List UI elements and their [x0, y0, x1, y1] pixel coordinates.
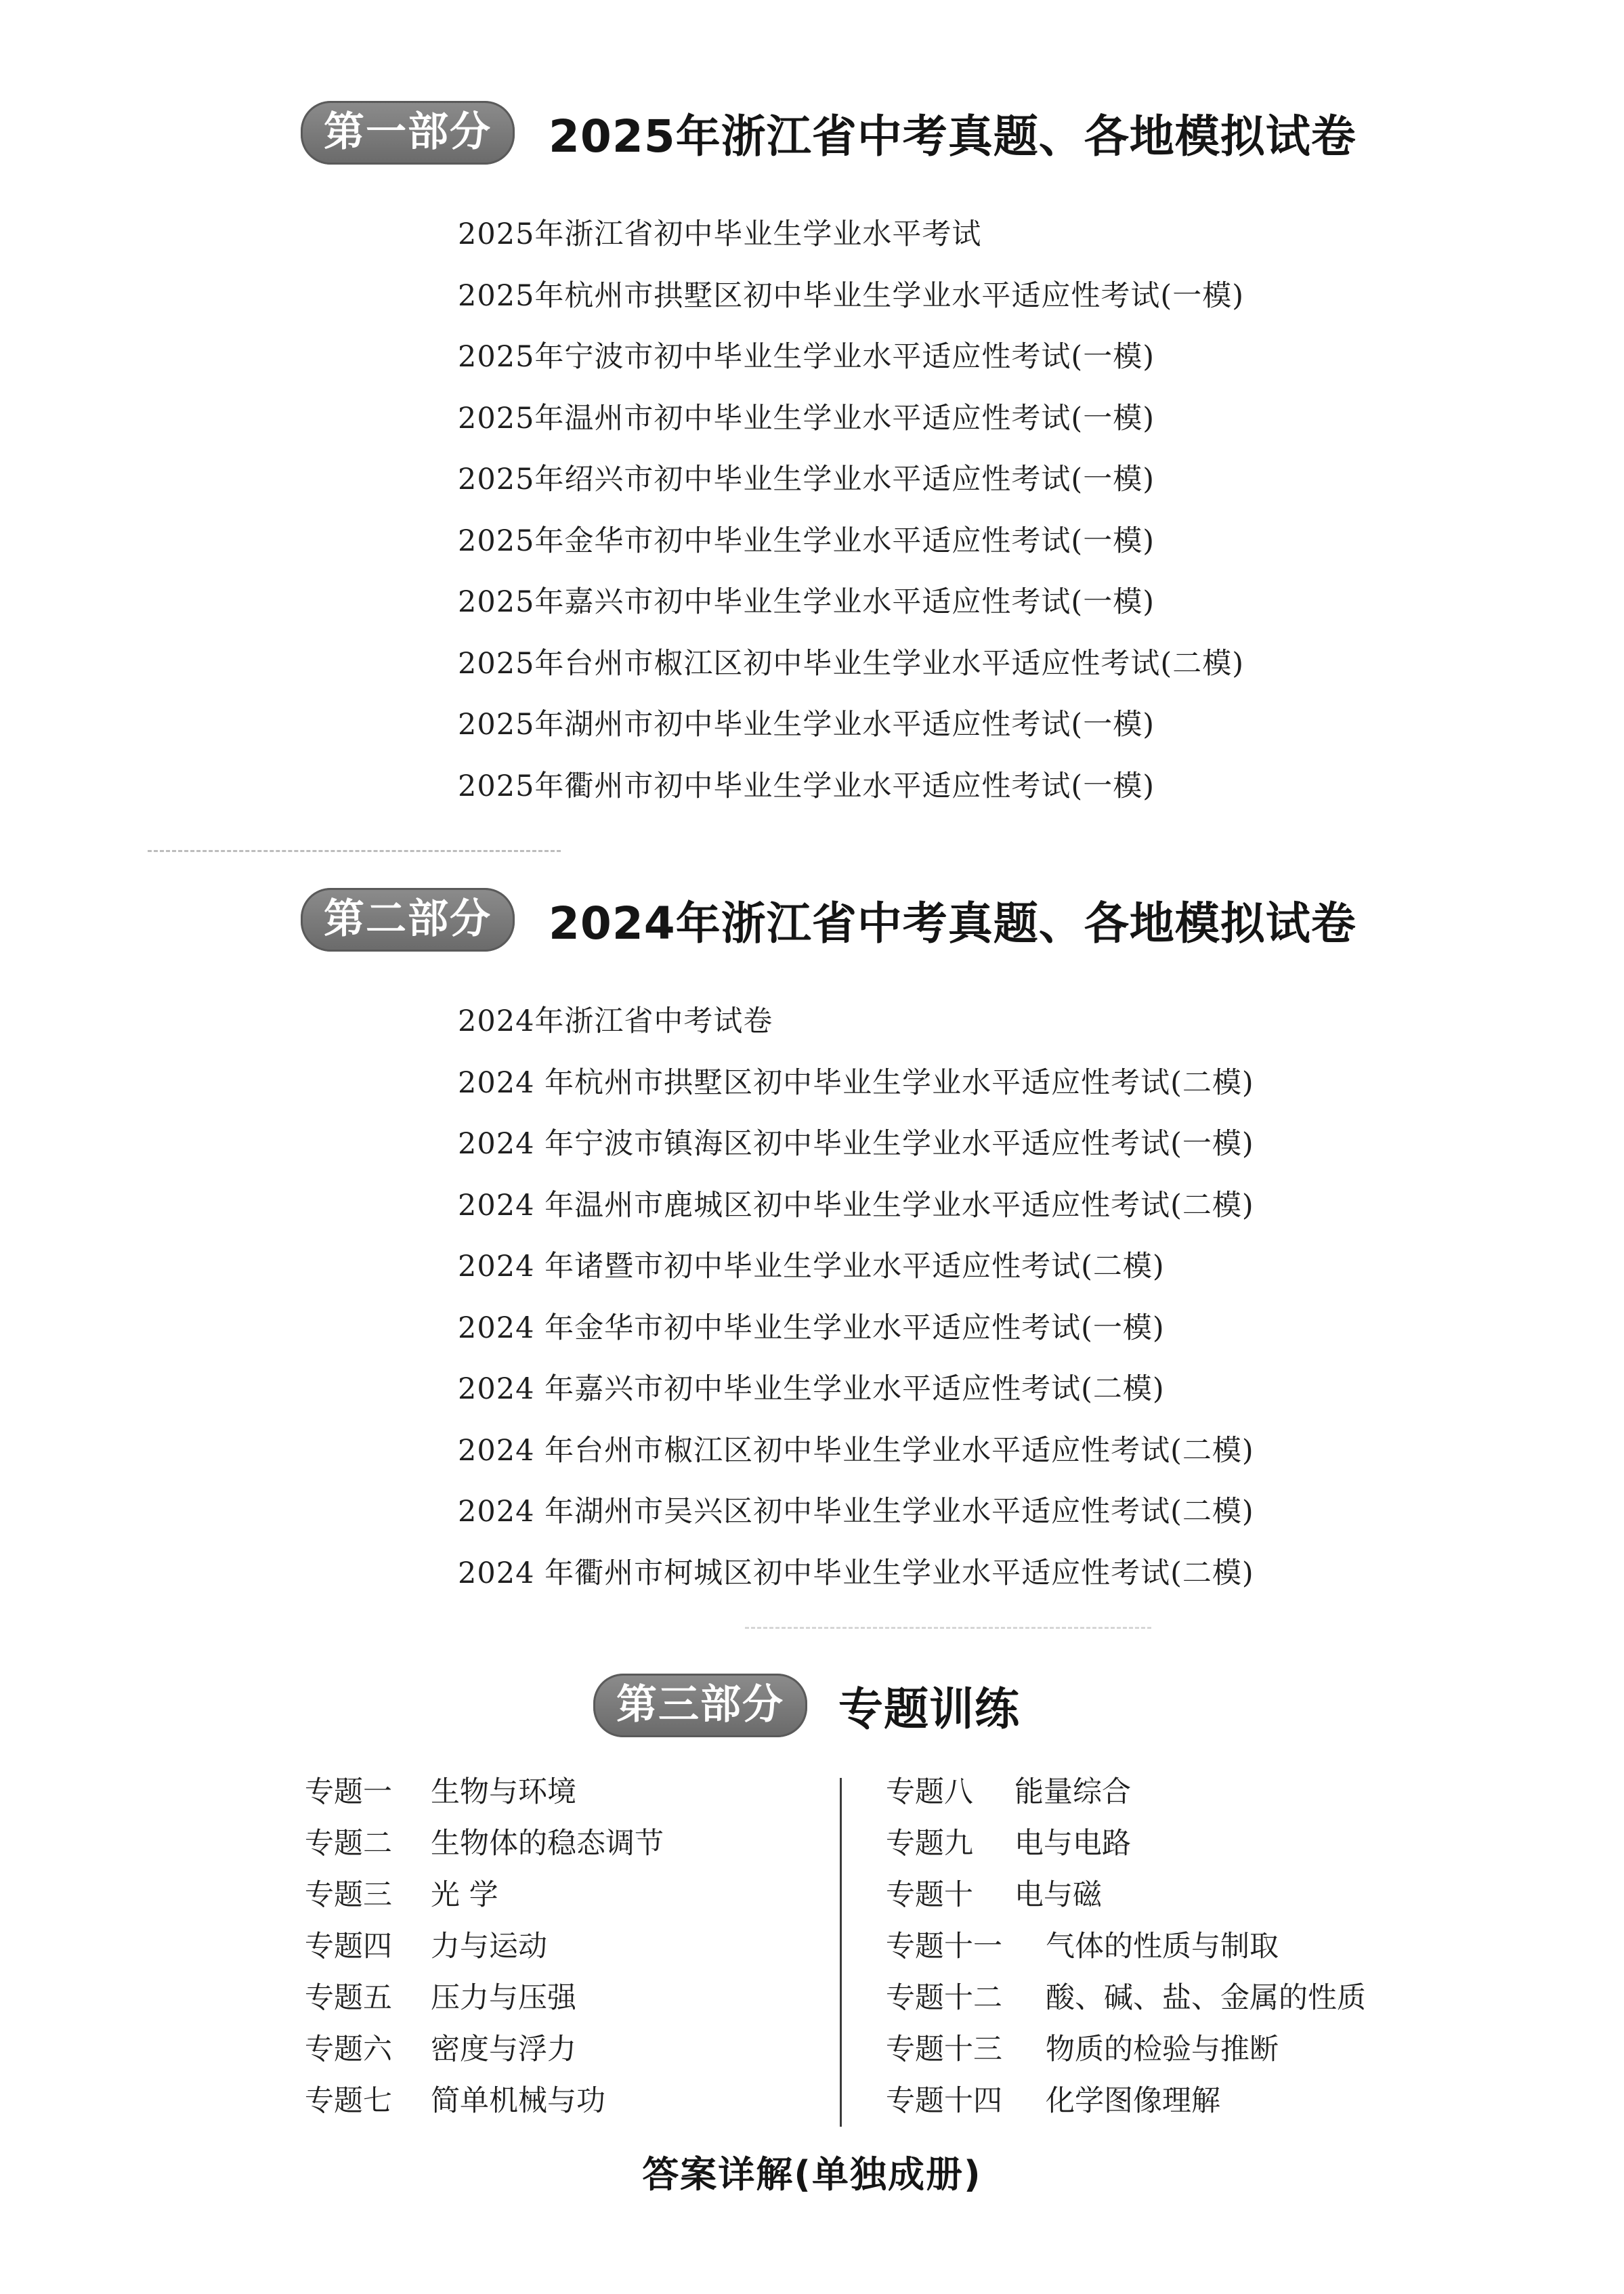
topic-name: 能量综合	[1014, 1775, 1131, 1809]
topic-name: 物质的检验与推断	[1046, 2033, 1279, 2066]
list-item[interactable]: 2024 年嘉兴市初中毕业生学业水平适应性考试(二模)	[458, 1372, 1165, 1406]
list-item[interactable]: 2025年嘉兴市初中毕业生学业水平适应性考试(一模)	[458, 585, 1155, 619]
list-item[interactable]: 2025年绍兴市初中毕业生学业水平适应性考试(一模)	[458, 463, 1155, 496]
topic-item[interactable]	[886, 1818, 1366, 1869]
part3-badge: 第三部分	[593, 1674, 807, 1737]
topic-item[interactable]	[305, 2075, 664, 2127]
list-item[interactable]: 2025年台州市椒江区初中毕业生学业水平适应性考试(二模)	[458, 646, 1244, 681]
topic-name: 生物与环境	[431, 1775, 576, 1809]
list-item[interactable]: 2024 年宁波市镇海区初中毕业生学业水平适应性考试(一模)	[458, 1127, 1254, 1161]
list-item[interactable]: 2024 年衢州市柯城区初中毕业生学业水平适应性考试(二模)	[458, 1556, 1254, 1590]
separator-line	[745, 1627, 1151, 1629]
topic-number: 专题二	[305, 1827, 392, 1861]
topic-number: 专题七	[305, 2084, 392, 2118]
part2-list	[458, 991, 1254, 1604]
topic-item[interactable]	[886, 1972, 1366, 2024]
topic-item[interactable]	[305, 1972, 664, 2024]
list-item[interactable]: 2025年浙江省初中毕业生学业水平考试	[458, 217, 982, 251]
topic-name: 密度与浮力	[431, 2033, 576, 2066]
list-item[interactable]: 2024 年诸暨市初中毕业生学业水平适应性考试(二模)	[458, 1250, 1165, 1283]
list-item[interactable]: 2024 年金华市初中毕业生学业水平适应性考试(一模)	[458, 1311, 1165, 1345]
topic-item[interactable]	[886, 1869, 1366, 1921]
topic-name: 酸、碱、盐、金属的性质	[1046, 1981, 1366, 2015]
topic-item[interactable]	[305, 2024, 664, 2075]
topic-name: 电与磁	[1014, 1878, 1102, 1912]
list-item[interactable]: 2025年湖州市初中毕业生学业水平适应性考试(一模)	[458, 708, 1155, 742]
list-item[interactable]: 2024 年台州市椒江区初中毕业生学业水平适应性考试(二模)	[458, 1433, 1254, 1468]
topic-item[interactable]	[305, 1921, 664, 1972]
topic-name: 压力与压强	[431, 1981, 576, 2015]
list-item[interactable]: 2025年金华市初中毕业生学业水平适应性考试(一模)	[458, 524, 1155, 558]
topic-number: 专题十二	[886, 1981, 1002, 2015]
part2-header	[301, 887, 1356, 952]
topic-item[interactable]	[886, 1921, 1366, 1972]
topic-number: 专题十一	[886, 1930, 1002, 1963]
list-item[interactable]: 2025年温州市初中毕业生学业水平适应性考试(一模)	[458, 401, 1155, 436]
part3-title: 专题训练	[838, 1683, 1020, 1735]
topic-name: 简单机械与功	[431, 2084, 605, 2118]
topic-item[interactable]	[886, 2075, 1366, 2127]
list-item[interactable]: 2024 年杭州市拱墅区初中毕业生学业水平适应性考试(二模)	[458, 1065, 1254, 1100]
topic-name: 电与电路	[1014, 1827, 1131, 1861]
part1-header	[301, 100, 1356, 165]
topic-number: 专题十三	[886, 2033, 1002, 2066]
topics-right-column	[886, 1766, 1366, 2127]
list-item[interactable]: 2024年浙江省中考试卷	[458, 1004, 773, 1038]
topic-item[interactable]	[305, 1869, 664, 1921]
topic-number: 专题四	[305, 1930, 392, 1963]
topic-number: 专题十	[886, 1878, 973, 1912]
topic-item[interactable]	[305, 1818, 664, 1869]
part3-header	[593, 1673, 1020, 1737]
separator-line	[148, 850, 561, 852]
topic-item[interactable]	[886, 2024, 1366, 2075]
topic-number: 专题九	[886, 1827, 973, 1861]
topic-item[interactable]	[305, 1766, 664, 1818]
topic-number: 专题一	[305, 1775, 392, 1809]
topic-name: 光 学	[431, 1878, 498, 1912]
part1-badge: 第一部分	[301, 101, 515, 165]
part2-title: 2024年浙江省中考真题、各地模拟试卷	[549, 897, 1356, 950]
topic-number: 专题六	[305, 2033, 392, 2066]
list-item[interactable]: 2024 年温州市鹿城区初中毕业生学业水平适应性考试(二模)	[458, 1188, 1254, 1223]
column-divider	[840, 1778, 842, 2127]
topic-name: 化学图像理解	[1046, 2084, 1220, 2118]
answer-booklet-note: 答案详解(单独成册)	[642, 2153, 982, 2196]
part1-title: 2025年浙江省中考真题、各地模拟试卷	[549, 110, 1356, 163]
part1-list	[458, 204, 1244, 817]
topic-number: 专题十四	[886, 2084, 1002, 2118]
topics-left-column	[305, 1766, 664, 2127]
list-item[interactable]: 2025年衢州市初中毕业生学业水平适应性考试(一模)	[458, 769, 1155, 803]
topic-number: 专题五	[305, 1981, 392, 2015]
list-item[interactable]: 2024 年湖州市吴兴区初中毕业生学业水平适应性考试(二模)	[458, 1495, 1254, 1529]
topic-number: 专题八	[886, 1775, 973, 1809]
topic-name: 气体的性质与制取	[1046, 1930, 1279, 1963]
part2-badge: 第二部分	[301, 888, 515, 952]
list-item[interactable]: 2025年杭州市拱墅区初中毕业生学业水平适应性考试(一模)	[458, 278, 1244, 313]
topic-name: 力与运动	[431, 1930, 547, 1963]
topic-item[interactable]	[886, 1766, 1366, 1818]
list-item[interactable]: 2025年宁波市初中毕业生学业水平适应性考试(一模)	[458, 340, 1155, 374]
topic-name: 生物体的稳态调节	[431, 1827, 664, 1861]
topic-number: 专题三	[305, 1878, 392, 1912]
